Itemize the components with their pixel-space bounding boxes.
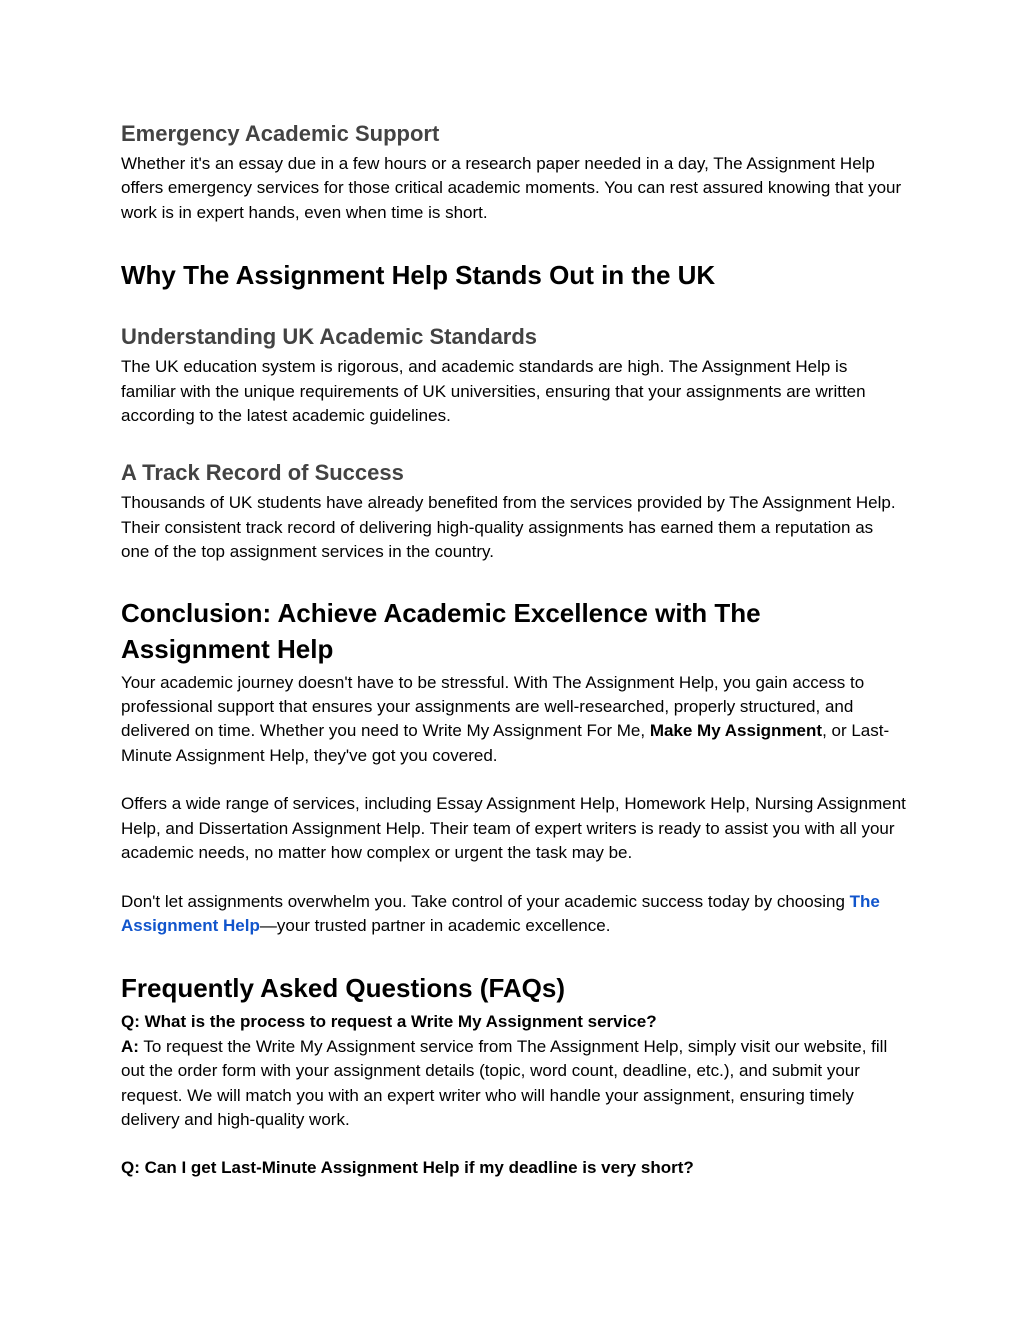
conclusion-p3-start: Don't let assignments overwhelm you. Take control of your academic success today by choosing <box>121 891 850 911</box>
section-faq <box>121 970 906 1180</box>
paragraph-track: Thousands of UK students have already benefited from the services provided by The Assignment Help. Their consistent track record of delivering high-quality assignments has earned them a reputation as one of the top assignment services in the country. <box>121 493 896 562</box>
faq-question-1-text: Q: What is the process to request a Write My Assignment service? <box>121 1012 657 1032</box>
heading-faq: Frequently Asked Questions (FAQs) <box>121 973 566 1004</box>
the-assignment-help-link[interactable]: The Assignment Help <box>121 891 880 935</box>
faq-question-2 <box>121 1156 906 1180</box>
section-conclusion <box>121 595 906 939</box>
conclusion-p1-start: Your academic journey doesn't have to be stressful. With The Assignment Help, you gain access to professional support that ensures your assignments are well-researched, properly structured, and delivered on time. Whether you need to Write My Assignment For Me, <box>121 672 865 741</box>
paragraph-conclusion-2: Offers a wide range of services, including Essay Assignment Help, Homework Help, Nursing Assignment Help, and Dissertation Assignment Help. Their team of expert writers is ready to assist you with all your academic needs, no matter how complex or urgent the task may be. <box>121 794 906 863</box>
faq-question-1 <box>121 1010 906 1034</box>
paragraph-standards: The UK education system is rigorous, and academic standards are high. The Assignment Help is familiar with the unique requirements of UK universities, ensuring that your assignments are written according to the latest academic guidelines. <box>121 357 866 426</box>
section-standards <box>121 321 906 428</box>
faq-answer-1 <box>121 1035 906 1133</box>
faq-answer-1-label: A: <box>121 1036 139 1056</box>
heading-emergency: Emergency Academic Support <box>121 121 440 146</box>
paragraph-conclusion-1 <box>121 671 906 769</box>
section-track <box>121 457 906 564</box>
paragraph-emergency: Whether it's an essay due in a few hours or a research paper needed in a day, The Assignment Help offers emergency services for those critical academic moments. You can rest assured knowing that your work is in expert hands, even when time is short. <box>121 154 902 222</box>
conclusion-p1-end: , or Last-Minute Assignment Help, they've got you covered. <box>121 721 890 765</box>
section-emergency <box>121 118 906 225</box>
conclusion-p1-bold: Make My Assignment <box>649 721 823 741</box>
document-content <box>121 118 906 1181</box>
heading-track: A Track Record of Success <box>121 460 404 486</box>
heading-conclusion: Conclusion: Achieve Academic Excellence with The Assignment Help <box>121 597 761 664</box>
faq-question-2-text: Q: Can I get Last-Minute Assignment Help if my deadline is very short? <box>121 1158 694 1178</box>
conclusion-p3-end: —your trusted partner in academic excellence. <box>259 915 611 935</box>
faq-answer-1-text: To request the Write My Assignment service from The Assignment Help, simply visit our website, fill out the order form with your assignment details (topic, word count, deadline, etc.), and submit your request. We will match you with an expert writer who will handle your assignment, ensuring timely delivery and high-quality work. <box>121 1036 888 1129</box>
heading-standards: Understanding UK Academic Standards <box>121 324 538 350</box>
paragraph-conclusion-3 <box>121 890 906 939</box>
heading-why: Why The Assignment Help Stands Out in the UK <box>121 260 716 291</box>
